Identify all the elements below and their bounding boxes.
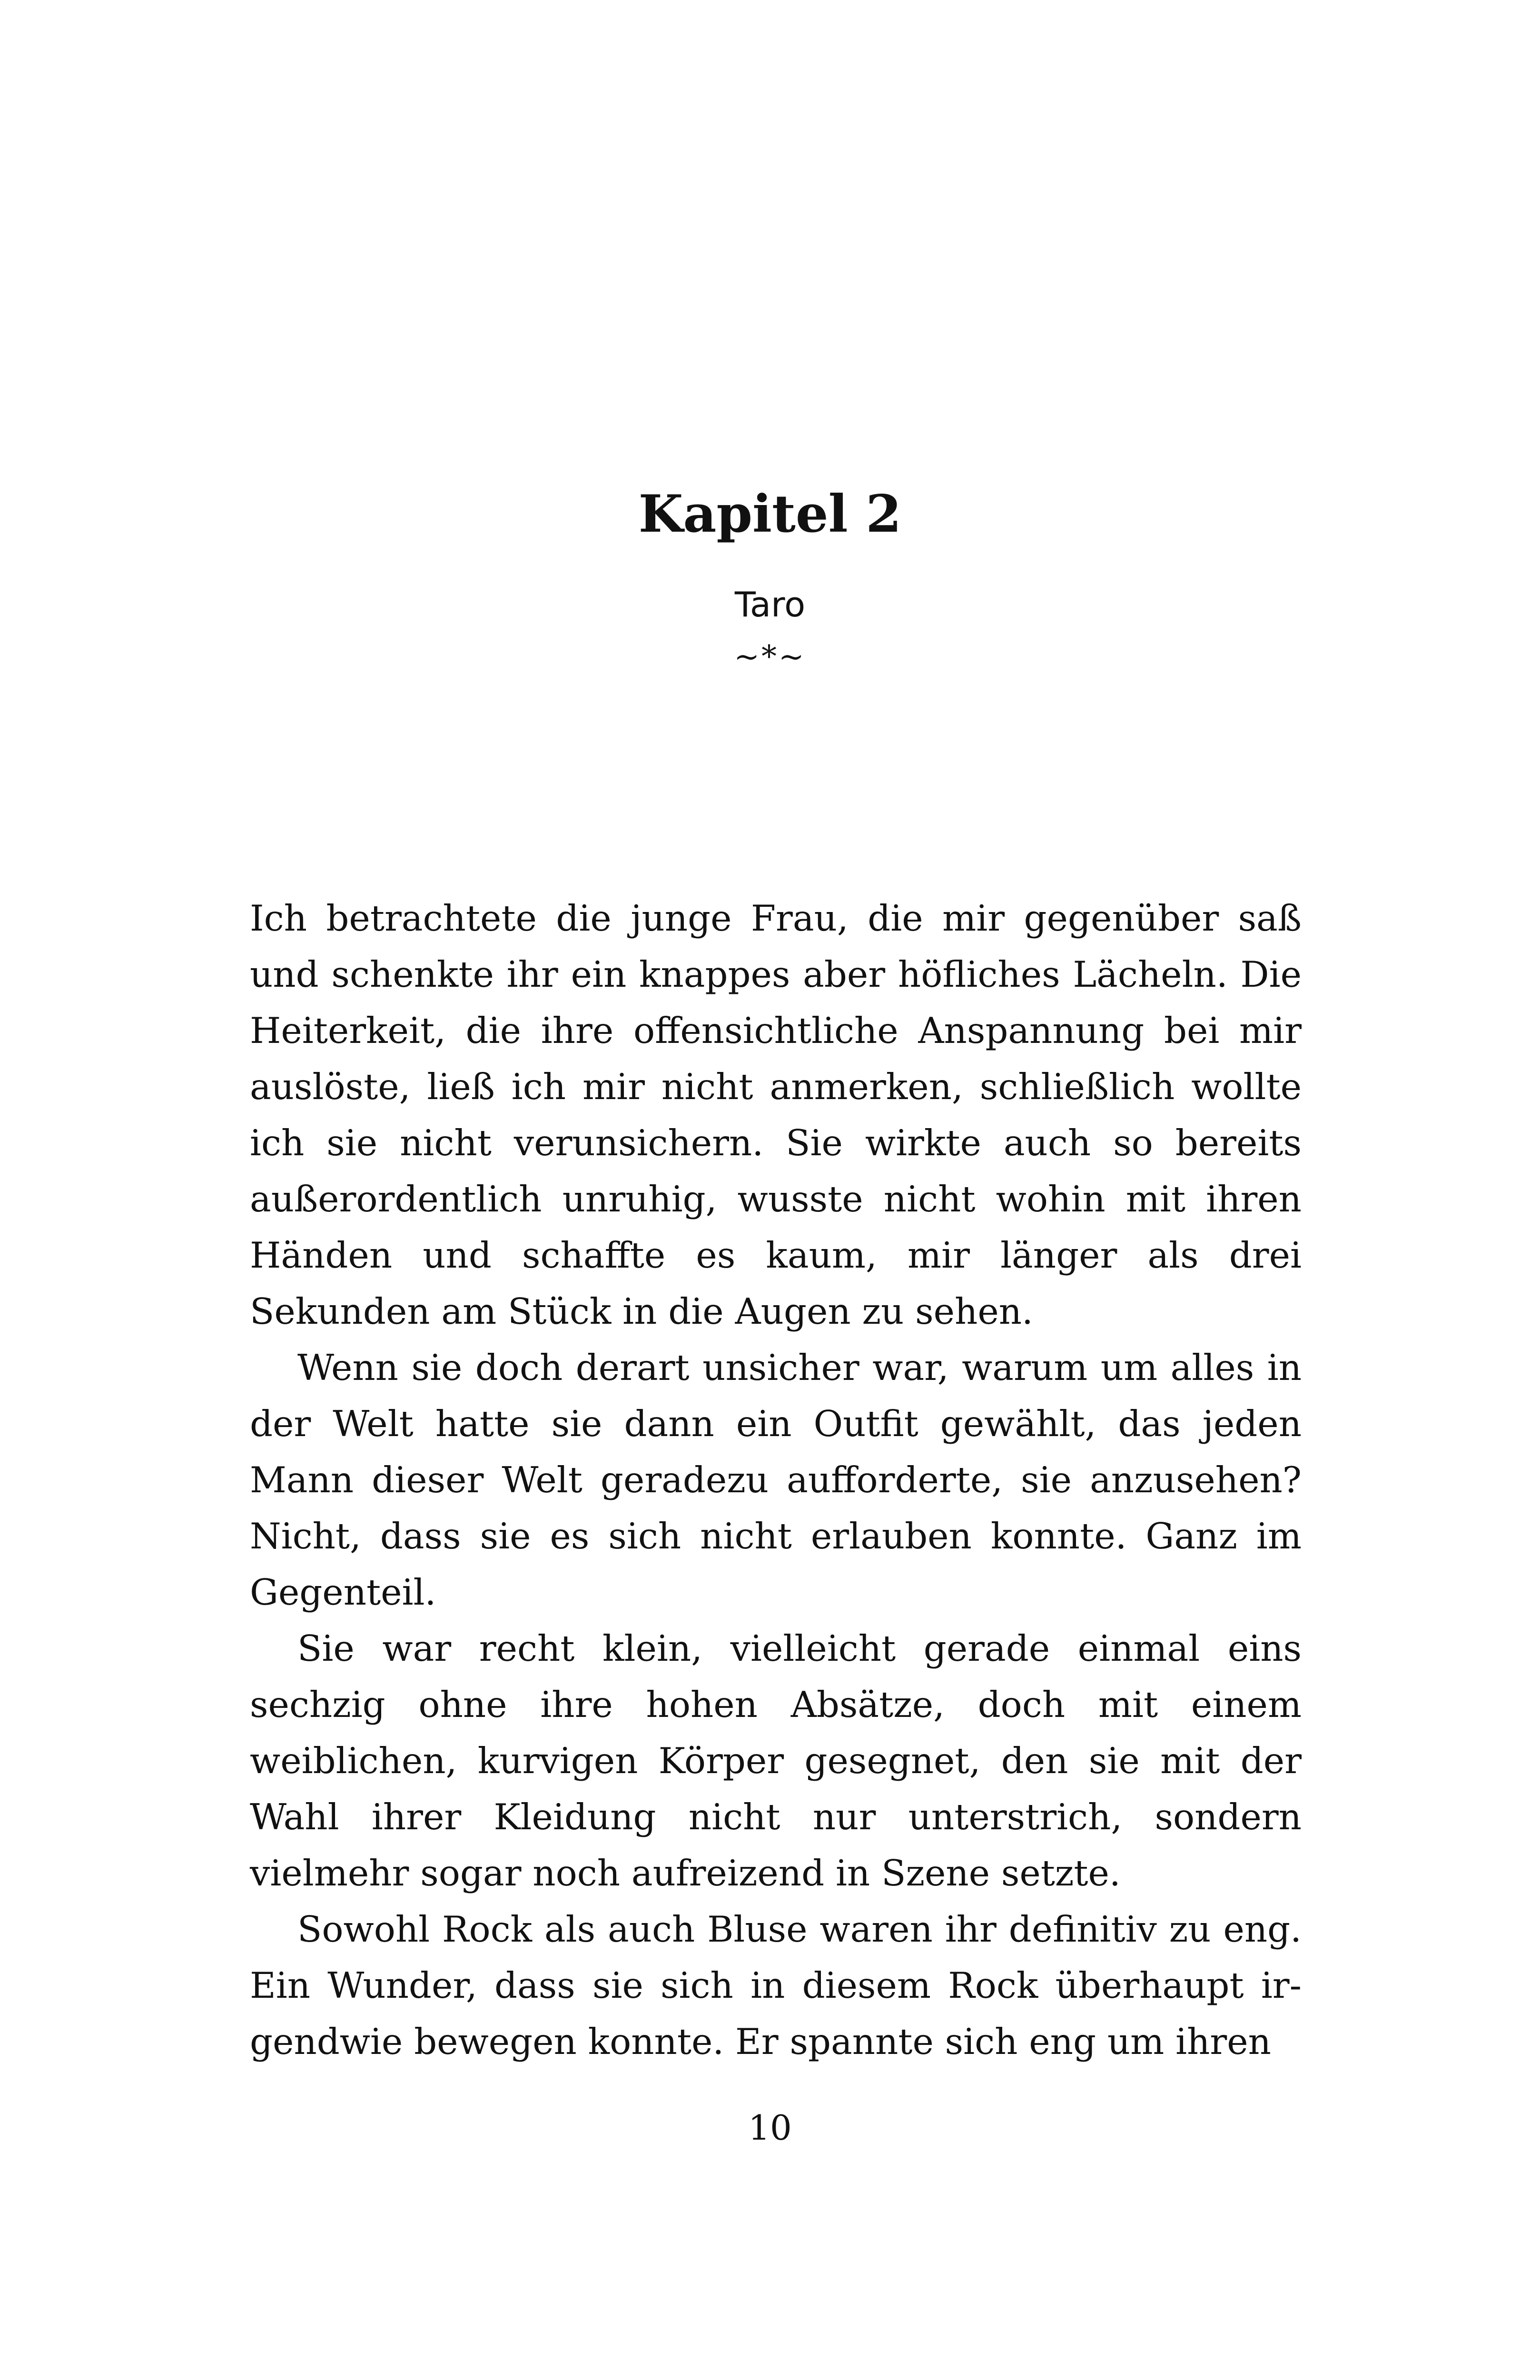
chapter-subtitle: Taro bbox=[734, 585, 806, 625]
paragraph: Sie war recht klein, vielleicht gerade einmal eins sechzig ohne ihre hohen Absätze, doch mit einem weiblichen, kurvigen Körper gesegnet, den sie mit der Wahl ihrer Kleidung nicht nur unterstrich, sondern vielmehr sogar noch aufreizend in Szene setzte. bbox=[250, 1627, 1302, 1894]
paragraph: Ich betrachtete die junge Frau, die mir gegenüber saß und schenkte ihr ein knappes aber höfliches Lächeln. Die Heiterkeit, die ihre offensichtliche Anspannung bei mir auslöste, ließ ich mir nicht anmerken, schließlich wollte ich sie nicht verunsichern. Sie wirkte auch so bereits außerordentlich unruhig, wusste nicht wohin mit ihren Händen und schaffte es kaum, mir länger als drei Sekunden am Stück in die Augen zu sehen. bbox=[250, 897, 1302, 1332]
chapter-title: Kapitel 2 bbox=[638, 484, 902, 544]
page-number: 10 bbox=[748, 2108, 792, 2148]
paragraph: Wenn sie doch derart unsicher war, warum um alles in der Welt hatte sie dann ein Outfit gewählt, das jeden Mann dieser Welt geradezu aufforderte, sie anzusehen? Nicht, dass sie es sich nicht erlauben konnte. Ganz im Gegenteil. bbox=[250, 1347, 1302, 1613]
paragraph: Sowohl Rock als auch Bluse waren ihr definitiv zu eng. Ein Wunder, dass sie sich in diesem Rock überhaupt irgendwie bewegen konnte. Er spannte sich eng um ihren bbox=[250, 1908, 1302, 2063]
body-text bbox=[250, 890, 1302, 2070]
section-ornament: ~*~ bbox=[734, 639, 806, 674]
